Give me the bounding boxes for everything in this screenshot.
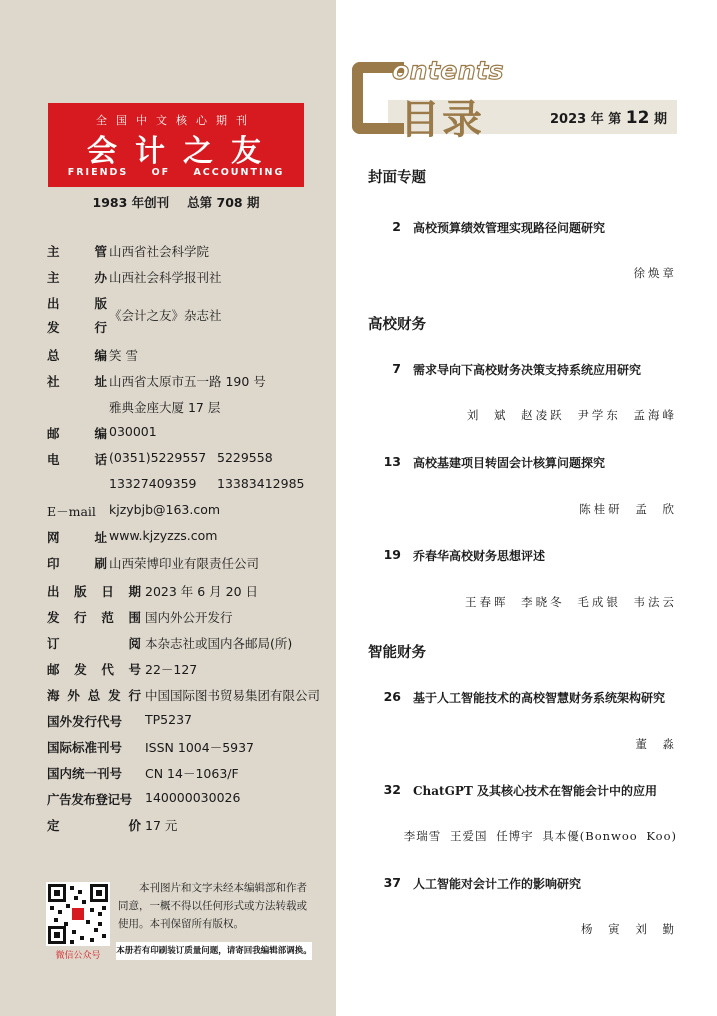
overseas-label: 海 外 总 发 行 bbox=[47, 688, 141, 703]
info-row-address bbox=[47, 372, 332, 394]
entry-authors: 李瑞雪 王爱国 任博宇 具本優(Bonwoo Koo) bbox=[403, 829, 677, 843]
wechat-qr-code[interactable] bbox=[46, 882, 110, 946]
info-row-subscribe bbox=[47, 634, 332, 656]
entry-title: 高校基建项目转固会计核算问题探究 bbox=[413, 456, 606, 470]
organizer-label: 主 办 bbox=[47, 270, 107, 285]
entry-page: 26 bbox=[383, 689, 401, 704]
issue-number: 2023 年 第 12 期 bbox=[550, 108, 667, 128]
info-row-phone-2 bbox=[47, 476, 332, 498]
issn-value: ISSN 1004－5937 bbox=[145, 740, 255, 755]
journal-name-en: FRIENDS OF ACCOUNTING bbox=[67, 167, 285, 178]
entry-authors: 陈桂研 孟 欣 bbox=[579, 502, 677, 516]
printer-value: 山西荣博印业有限责任公司 bbox=[109, 556, 260, 571]
publisher-value: 《会计之友》杂志社 bbox=[109, 308, 222, 323]
entry-title: 基于人工智能技术的高校智慧财务系统架构研究 bbox=[413, 691, 666, 705]
website-label: 网 址 bbox=[47, 530, 107, 545]
entry-title: 乔春华高校财务思想评述 bbox=[413, 549, 546, 563]
scope-value: 国内外公开发行 bbox=[145, 610, 233, 625]
email-value: kjzybjb@163.com bbox=[109, 502, 221, 517]
entry-title: 人工智能对会计工作的影响研究 bbox=[413, 877, 582, 891]
info-row-sponsor bbox=[47, 242, 332, 264]
postal-code-value: 22－127 bbox=[145, 662, 198, 677]
postcode-label: 邮 编 bbox=[47, 426, 107, 441]
info-row-foreign-code bbox=[47, 712, 332, 734]
postcode-value: 030001 bbox=[109, 424, 157, 439]
sponsor-label: 主 管 bbox=[47, 244, 107, 259]
price-value: 17 元 bbox=[145, 818, 178, 833]
section-title: 智能财务 bbox=[368, 645, 426, 661]
quality-notice: 本册若有印刷装订质量问题，请寄回我编辑部调换。 bbox=[116, 942, 312, 960]
pubdate-label: 出 版 日 期 bbox=[47, 584, 141, 599]
entry-title: 需求导向下高校财务决策支持系统应用研究 bbox=[413, 363, 642, 377]
entry-page: 19 bbox=[383, 547, 401, 562]
email-label: E－mail bbox=[47, 504, 96, 519]
entry-page: 2 bbox=[392, 219, 401, 234]
phone-label: 电 话 bbox=[47, 452, 107, 467]
core-journal-label: 全国中文核心期刊 bbox=[96, 114, 256, 127]
issn-label: 国际标准刊号 bbox=[47, 740, 123, 755]
website-value: www.kjzyzzs.com bbox=[109, 528, 218, 543]
journal-name-cn: 会计之友 bbox=[87, 134, 279, 169]
entry-title: 高校预算绩效管理实现路径问题研究 bbox=[413, 221, 606, 235]
publish-label: 出 版 bbox=[47, 296, 107, 311]
entry-page: 32 bbox=[383, 782, 401, 797]
section-title: 高校财务 bbox=[368, 317, 426, 333]
organizer-value: 山西社会科学报刊社 bbox=[109, 270, 222, 285]
editor-value: 笑 雪 bbox=[109, 348, 138, 363]
info-row-phone bbox=[47, 450, 332, 472]
qr-finder-pattern bbox=[48, 884, 66, 902]
address-line-2: 雅典金座大厦 17 层 bbox=[109, 400, 221, 415]
ad-label: 广告发布登记号 bbox=[47, 792, 132, 807]
info-row-printer bbox=[47, 554, 332, 576]
overseas-value: 中国国际图书贸易集团有限公司 bbox=[145, 688, 321, 703]
info-row-postcode bbox=[47, 424, 332, 446]
pubdate-value: 2023 年 6 月 20 日 bbox=[145, 584, 259, 599]
entry-authors: 杨 寅 刘 勤 bbox=[581, 922, 677, 936]
sponsor-value: 山西省社会科学院 bbox=[109, 244, 210, 259]
editor-label: 总 编 bbox=[47, 348, 107, 363]
info-row-pubdate bbox=[47, 582, 332, 604]
info-row-price bbox=[47, 816, 332, 838]
cn-label: 国内统一刊号 bbox=[47, 766, 123, 781]
info-row-cn bbox=[47, 764, 332, 786]
cn-value: CN 14－1063/F bbox=[145, 766, 239, 781]
entry-authors: 董 淼 bbox=[635, 737, 677, 751]
info-row-editor bbox=[47, 346, 332, 368]
contents-title: 目录 bbox=[400, 97, 484, 143]
address-line-1: 山西省太原市五一路 190 号 bbox=[109, 374, 266, 389]
info-row-website bbox=[47, 528, 332, 550]
subscribe-label: 订 阅 bbox=[47, 636, 141, 651]
entry-authors: 徐焕章 bbox=[633, 266, 677, 280]
info-row-address-2 bbox=[47, 398, 332, 420]
ad-value: 140000030026 bbox=[145, 790, 241, 805]
copyright-notice: 本刊图片和文字未经本编辑部和作者同意，一概不得以任何形式或方法转载或使用。本刊保留所有版权。 bbox=[118, 882, 307, 930]
printer-label: 印 刷 bbox=[47, 556, 107, 571]
total-issue: 总第 708 期 bbox=[187, 195, 260, 210]
entry-page: 7 bbox=[392, 361, 401, 376]
info-row-email bbox=[47, 502, 332, 524]
entry-authors: 刘 斌 赵凌跃 尹学东 孟海峰 bbox=[466, 408, 677, 422]
entry-page: 37 bbox=[383, 875, 401, 890]
phone-3: 13327409359 bbox=[109, 476, 197, 491]
postal-code-label: 邮 发 代 号 bbox=[47, 662, 141, 677]
founded-year: 1983 年创刊 bbox=[92, 195, 170, 210]
info-row-overseas bbox=[47, 686, 332, 708]
phone-1: (0351)5229557 bbox=[109, 450, 207, 465]
section-title: 封面专题 bbox=[368, 170, 426, 186]
price-label: 定 价 bbox=[47, 818, 141, 833]
foreign-code-label: 国外发行代号 bbox=[47, 714, 123, 729]
address-label: 社 址 bbox=[47, 374, 107, 389]
journal-logo bbox=[48, 103, 304, 187]
contents-heading bbox=[352, 56, 512, 143]
entry-page: 13 bbox=[383, 454, 401, 469]
contents-word: ontents bbox=[392, 56, 505, 85]
entry-authors: 王春晖 李晓冬 毛成银 韦法云 bbox=[465, 595, 677, 609]
scope-label: 发 行 范 围 bbox=[47, 610, 141, 625]
masthead-panel bbox=[0, 0, 336, 1016]
issue-label: 发 行 bbox=[47, 320, 107, 335]
info-row-ad bbox=[47, 790, 332, 812]
subscribe-value: 本杂志社或国内各邮局(所) bbox=[145, 636, 293, 651]
info-row-scope bbox=[47, 608, 332, 630]
founding-info bbox=[48, 193, 304, 211]
qr-logo-icon bbox=[72, 908, 84, 920]
qr-finder-pattern bbox=[48, 926, 66, 944]
phone-4: 13383412985 bbox=[217, 476, 305, 491]
foreign-code-value: TP5237 bbox=[145, 712, 192, 727]
qr-caption: 微信公众号 bbox=[55, 951, 101, 961]
qr-finder-pattern bbox=[90, 884, 108, 902]
phone-2: 5229558 bbox=[217, 450, 273, 465]
info-row-postal-code bbox=[47, 660, 332, 682]
info-row-organizer bbox=[47, 268, 332, 290]
entry-title: ChatGPT 及其核心技术在智能会计中的应用 bbox=[413, 784, 657, 798]
info-row-issn bbox=[47, 738, 332, 760]
